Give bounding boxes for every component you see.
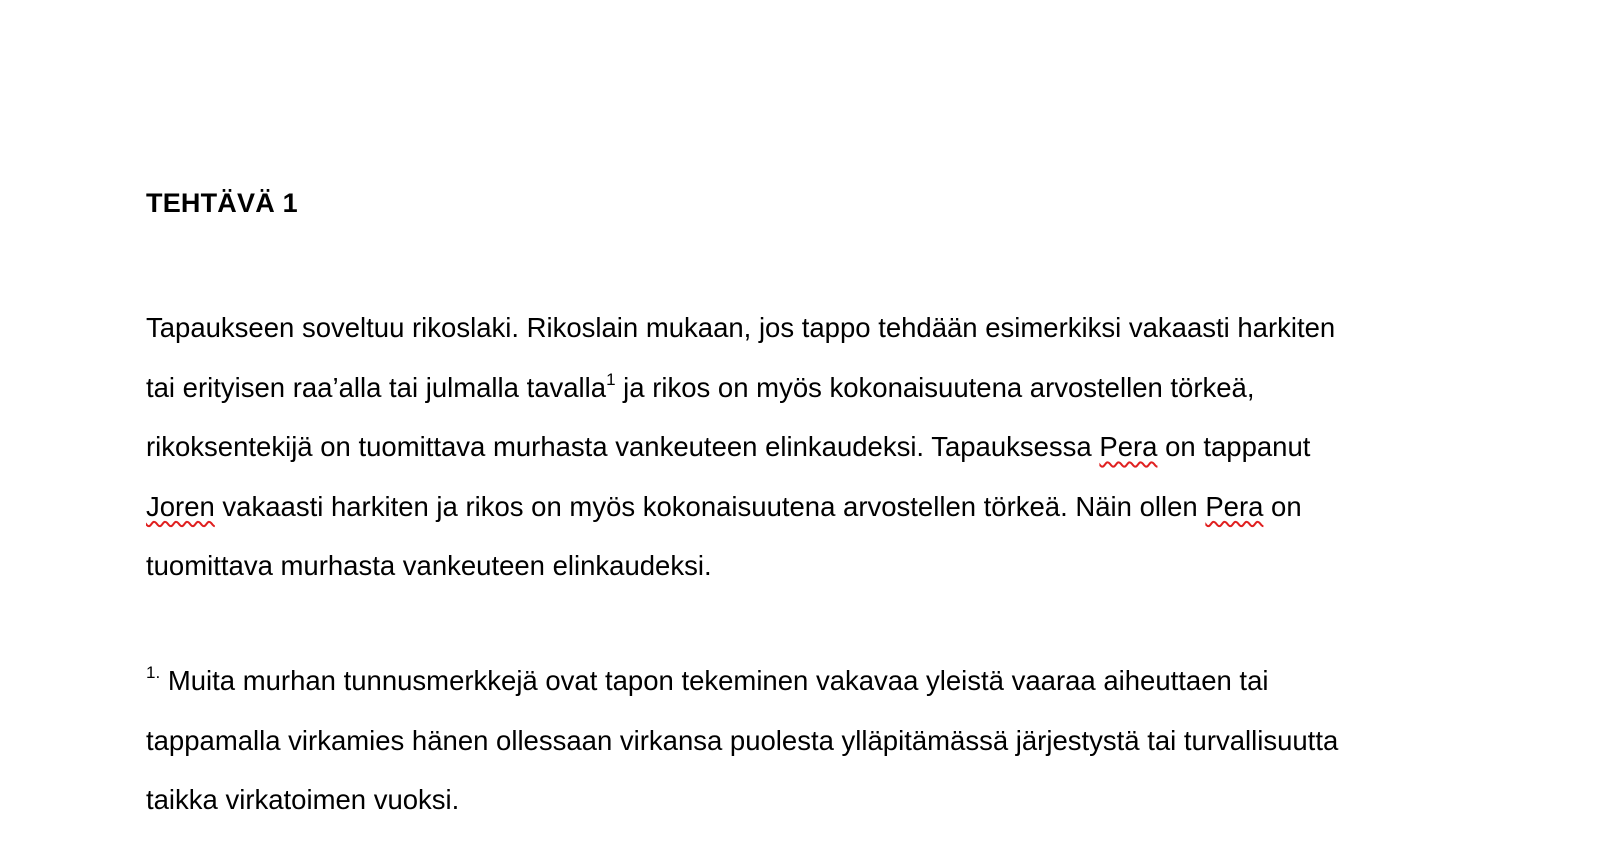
- footnote-text: Muita murhan tunnusmerkkejä ovat tapon tekeminen vakavaa yleistä vaaraa aiheuttaen tai: [160, 665, 1269, 696]
- footnote-marker: 1.: [146, 663, 161, 682]
- paragraph-text: on: [1263, 490, 1302, 522]
- paragraph-text: ja rikos on myös kokonaisuutena arvostellen törkeä,: [615, 371, 1255, 403]
- misspelled-word-joren[interactable]: Joren: [146, 490, 215, 522]
- paragraph-line-4: [146, 477, 1476, 537]
- paragraph-text: vakaasti harkiten ja rikos on myös kokonaisuutena arvostellen törkeä. Näin ollen: [214, 490, 1206, 522]
- paragraph-line-2: [146, 358, 1476, 418]
- paragraph-line-1: Tapaukseen soveltuu rikoslaki. Rikoslain mukaan, jos tappo tehdään esimerkiksi vakaasti harkiten: [146, 312, 1336, 343]
- paragraph-text: on tappanut: [1157, 431, 1311, 462]
- footnote: [146, 651, 1476, 830]
- footnote-reference[interactable]: 1: [606, 369, 616, 389]
- paragraph-text: tai erityisen raa’alla tai julmalla tavalla: [146, 371, 607, 403]
- paragraph-line-3: [146, 417, 1476, 477]
- misspelled-word-pera[interactable]: Pera: [1205, 490, 1264, 522]
- footnote-line-2: tappamalla virkamies hänen ollessaan virkansa puolesta ylläpitämässä järjestystä tai turvallisuutta: [146, 724, 1339, 756]
- task-heading: TEHTÄVÄ 1: [146, 188, 298, 218]
- main-paragraph: [146, 298, 1476, 596]
- paragraph-text: rikoksentekijä on tuomittava murhasta vankeuteen elinkaudeksi. Tapauksessa: [146, 431, 1100, 462]
- footnote-line-3: taikka virkatoimen vuoksi.: [146, 784, 460, 815]
- paragraph-line-5: tuomittava murhasta vankeuteen elinkaudeksi.: [146, 550, 712, 581]
- footnote-line-1: [146, 651, 1476, 711]
- misspelled-word-pera[interactable]: Pera: [1099, 431, 1158, 462]
